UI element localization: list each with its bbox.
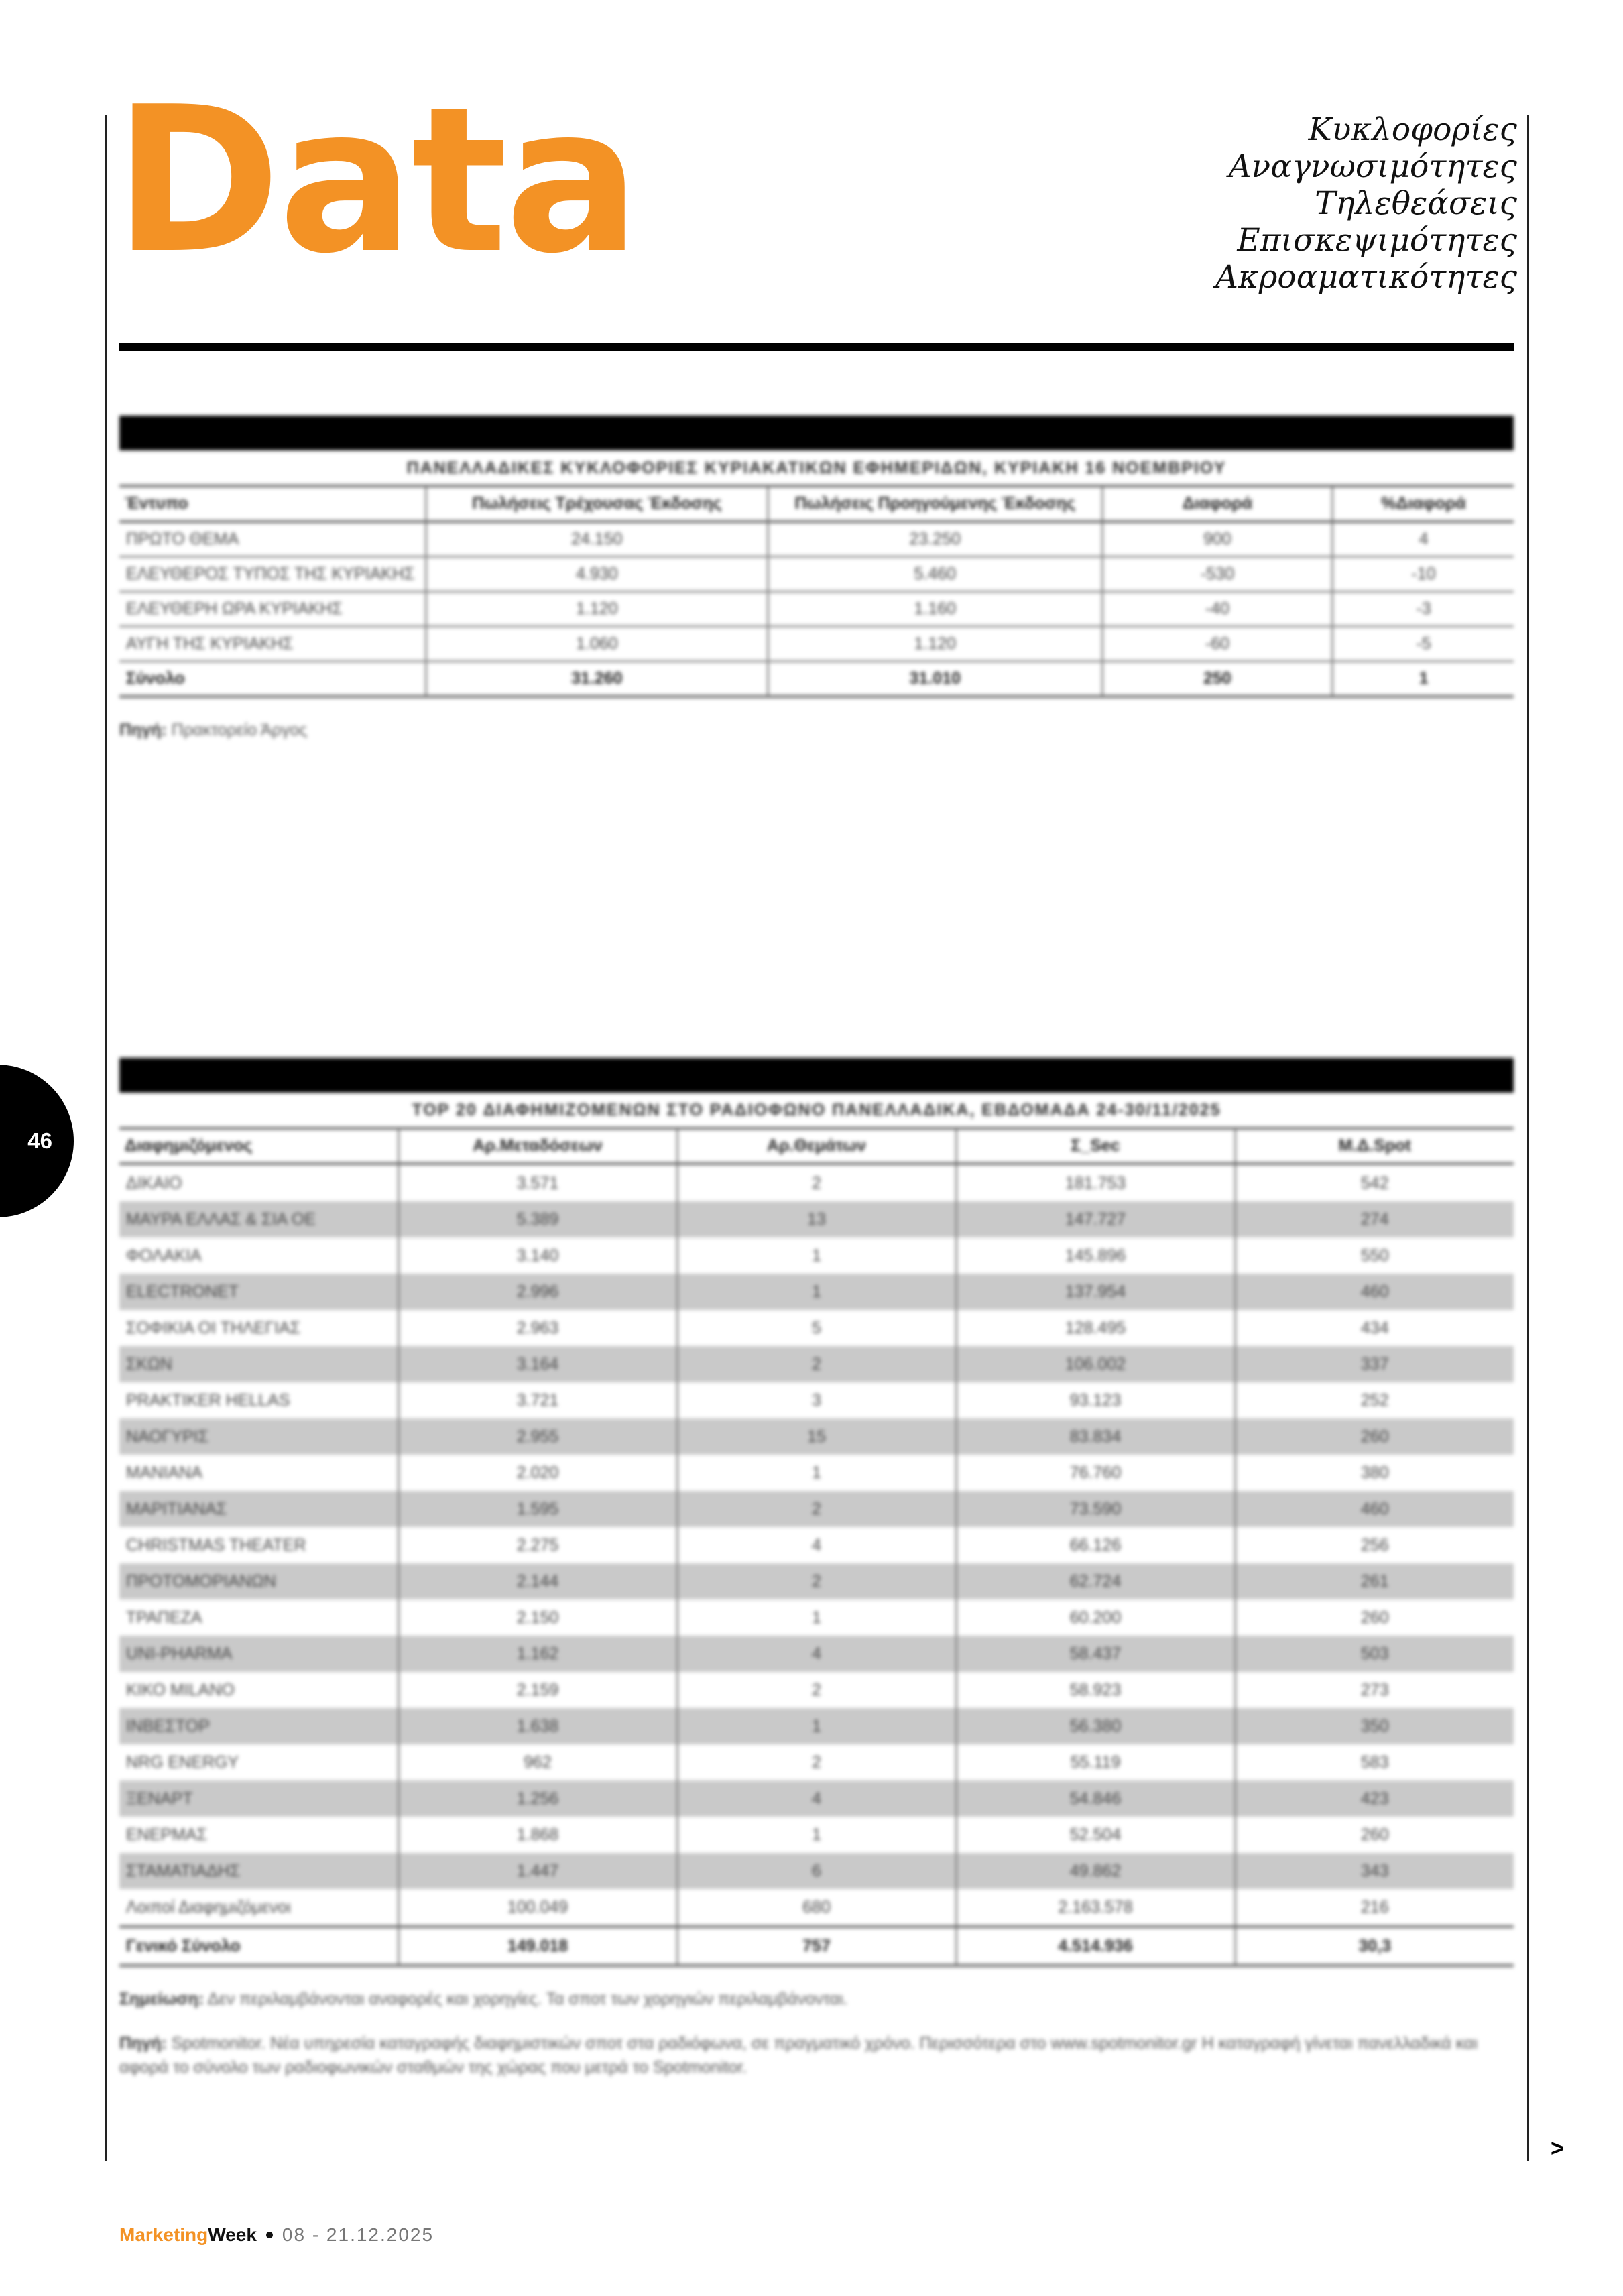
table-cell: 1 — [677, 1708, 956, 1744]
bullet-dot — [266, 2232, 273, 2238]
table-cell: 260 — [1235, 1418, 1514, 1455]
note-label: Πηγή: — [119, 2034, 167, 2053]
table-cell: 3.721 — [398, 1382, 677, 1418]
table-row — [119, 1201, 1514, 1237]
table-cell: 137.954 — [956, 1274, 1235, 1310]
table-cell: 2.163.578 — [956, 1889, 1235, 1927]
table-cell: 4 — [1333, 522, 1514, 557]
table-row — [119, 1418, 1514, 1455]
subtitle-readership: Αναγνωσιμότητες — [1228, 148, 1517, 185]
table-cell: 260 — [1235, 1599, 1514, 1636]
table-cell: 1 — [677, 1817, 956, 1853]
table-cell: 3.140 — [398, 1237, 677, 1274]
table-cell: 52.504 — [956, 1817, 1235, 1853]
table-cell: 5.460 — [768, 557, 1102, 592]
table-row — [119, 1491, 1514, 1527]
table-row — [119, 1672, 1514, 1708]
table-cell: 83.834 — [956, 1418, 1235, 1455]
radio-advertisers-table — [119, 1127, 1514, 1967]
footer — [119, 2224, 434, 2246]
table-cell: 55.119 — [956, 1744, 1235, 1780]
table-cell: 1.595 — [398, 1491, 677, 1527]
table-cell: 1.868 — [398, 1817, 677, 1853]
table-row — [119, 627, 1514, 662]
table-cell: 1.447 — [398, 1853, 677, 1889]
circulation-table — [119, 485, 1514, 698]
table-cell: 350 — [1235, 1708, 1514, 1744]
column-header: Πωλήσεις Τρέχουσας Έκδοσης — [426, 486, 768, 522]
table-cell: 4 — [677, 1527, 956, 1563]
table-cell: 56.380 — [956, 1708, 1235, 1744]
table-cell: 1.160 — [768, 592, 1102, 627]
column-header: Αρ.Θεμάτων — [677, 1128, 956, 1164]
table-cell: 550 — [1235, 1237, 1514, 1274]
table-cell: ΞΕΝΑΡΤ — [119, 1780, 398, 1817]
table-cell: 31.260 — [426, 662, 768, 697]
table-row — [119, 1817, 1514, 1853]
page-number: 46 — [27, 1128, 52, 1153]
table-cell: 2 — [677, 1164, 956, 1201]
table-row — [119, 1889, 1514, 1927]
table-cell: NRG ENERGY — [126, 1752, 239, 1772]
table-cell: 1.638 — [398, 1708, 677, 1744]
table-cell: ΠΡΩΤΟ ΘΕΜΑ — [119, 522, 426, 557]
table-cell: PRAKTIKER HELLAS — [126, 1390, 290, 1410]
table-cell: ΕΛΕΥΘΕΡΟΣ ΤΥΠΟΣ ΤΗΣ ΚΥΡΙΑΚΗΣ — [119, 557, 426, 592]
page-number-tab — [0, 1065, 74, 1217]
table-cell: -3 — [1333, 592, 1514, 627]
table-cell: 54.846 — [956, 1780, 1235, 1817]
note-label: Σημείωση: — [119, 1990, 204, 2008]
table-cell: 261 — [1235, 1563, 1514, 1599]
table-note — [119, 1987, 1514, 2011]
table-cell: 100.049 — [398, 1889, 677, 1927]
brand-week: Week — [208, 2224, 257, 2245]
table-cell: ΤΡΑΠΕΖΑ — [126, 1608, 202, 1627]
table-cell: 106.002 — [956, 1346, 1235, 1382]
table-cell: ΦΟΛΑΚΙΑ — [126, 1246, 202, 1265]
issue-date: 08 - 21.12.2025 — [282, 2224, 434, 2245]
table-cell: 680 — [677, 1889, 956, 1927]
table-row — [119, 1237, 1514, 1274]
table-row — [119, 662, 1514, 697]
table-cell: 30,3 — [1235, 1927, 1514, 1966]
right-column-rule — [1527, 115, 1529, 2161]
table-row — [119, 1274, 1514, 1310]
table-cell: 2.020 — [398, 1455, 677, 1491]
table-cell: -60 — [1102, 627, 1332, 662]
table-cell: ΣΤΑΜΑΤΙΑΔΗΣ — [119, 1853, 398, 1889]
table-cell: 380 — [1235, 1455, 1514, 1491]
table-notes — [119, 1987, 1514, 2079]
table-cell: 962 — [398, 1744, 677, 1780]
masthead-rule — [119, 343, 1514, 351]
table-cell: Λοιποί Διαφημιζόμενοι — [126, 1897, 291, 1917]
table-cell: 2.159 — [398, 1672, 677, 1708]
brand-marketing: Marketing — [119, 2224, 208, 2245]
table-cell: 250 — [1102, 662, 1332, 697]
column-header: Μ.Δ.Spot — [1235, 1128, 1514, 1164]
table-cell: 460 — [1235, 1491, 1514, 1527]
section-subtitles — [1215, 111, 1517, 296]
table-cell: 2 — [677, 1491, 956, 1527]
table-row — [119, 1164, 1514, 1201]
source-note: Πηγή: Πρακτορείο Άργος — [119, 721, 308, 739]
table-row — [119, 557, 1514, 592]
table-cell: 2.963 — [398, 1310, 677, 1346]
table-cell: 583 — [1235, 1744, 1514, 1780]
table-cell: 181.753 — [956, 1164, 1235, 1201]
table-cell: 1.162 — [398, 1636, 677, 1672]
table-cell: -530 — [1102, 557, 1332, 592]
table-cell: 460 — [1235, 1274, 1514, 1310]
table-cell: 5 — [677, 1310, 956, 1346]
table-cell: 3 — [677, 1382, 956, 1418]
column-header: Διαφορά — [1102, 486, 1332, 522]
table-row — [119, 1310, 1514, 1346]
table-cell: 1.120 — [426, 592, 768, 627]
table-cell: 2.150 — [398, 1599, 677, 1636]
table-row — [119, 1527, 1514, 1563]
table-cell: 1 — [677, 1237, 956, 1274]
table-cell: 13 — [677, 1201, 956, 1237]
table-cell: Σύνολο — [119, 662, 426, 697]
table-cell: CHRISTMAS THEATER — [126, 1535, 306, 1555]
table-cell: 216 — [1235, 1889, 1514, 1927]
table-cell: 1.060 — [426, 627, 768, 662]
table-cell: 1.256 — [398, 1780, 677, 1817]
table-cell: 757 — [677, 1927, 956, 1966]
table-cell: 93.123 — [956, 1382, 1235, 1418]
newspaper-circulation-section — [119, 416, 1514, 742]
table-cell: 6 — [677, 1853, 956, 1889]
table-row — [119, 1853, 1514, 1889]
table-cell: ELECTRONET — [119, 1274, 398, 1310]
note-text: Spotmonitor. Νέα υπηρεσία καταγραφής διαφημιστικών σποτ στα ραδιόφωνα, σε πραγματικό χρόνο. Περισσότερα στο www.spotmonitor.gr Η καταγραφή γίνεται πανελλαδικά και αφορά το σύνολο των ραδιοφωνικών σταθμών της χώρας που μετρά το Spotmonitor. — [119, 2034, 1478, 2077]
table-cell: 1.120 — [768, 627, 1102, 662]
table-cell: 145.896 — [956, 1237, 1235, 1274]
table-caption: ΠΑΝΕΛΛΑΔΙΚΕΣ ΚΥΚΛΟΦΟΡΙΕΣ ΚΥΡΙΑΚΑΤΙΚΩΝ ΕΦΗΜΕΡΙΔΩΝ, ΚΥΡΙΑΚΗ 16 ΝΟΕΜΒΡΙΟΥ — [406, 459, 1227, 477]
table-cell: 1 — [677, 1274, 956, 1310]
table-cell: 503 — [1235, 1636, 1514, 1672]
table-cell: 260 — [1235, 1817, 1514, 1853]
table-cell: ΜΑΡΙΤΙΑΝΑΣ — [119, 1491, 398, 1527]
table-cell: 434 — [1235, 1310, 1514, 1346]
table-cell: 423 — [1235, 1780, 1514, 1817]
table-row — [119, 1708, 1514, 1744]
subtitle-listenership: Ακροαματικότητες — [1215, 259, 1517, 296]
table-cell: 3.571 — [398, 1164, 677, 1201]
table-cell: 149.018 — [398, 1927, 677, 1966]
subtitle-circulation: Κυκλοφορίες — [1308, 111, 1517, 148]
table-cell: 256 — [1235, 1527, 1514, 1563]
table-row — [119, 1927, 1514, 1966]
table-cell: 252 — [1235, 1382, 1514, 1418]
table-row — [119, 1346, 1514, 1382]
table-caption: TOP 20 ΔΙΑΦΗΜΙΖΟΜΕΝΩΝ ΣΤΟ ΡΑΔΙΟΦΩΝΟ ΠΑΝΕΛΛΑΔΙΚΑ, ΕΒΔΟΜΑΔΑ 24-30/11/2025 — [412, 1101, 1221, 1120]
table-cell: 76.760 — [956, 1455, 1235, 1491]
table-cell: 2.955 — [398, 1418, 677, 1455]
table-cell: 66.126 — [956, 1527, 1235, 1563]
table-cell: ΝΑΟΓΥΡΙΣ — [119, 1418, 398, 1455]
table-cell: 128.495 — [956, 1310, 1235, 1346]
table-cell: ΚΙΚΟ MILANO — [126, 1680, 235, 1699]
table-cell: 273 — [1235, 1672, 1514, 1708]
table-cell: 2 — [677, 1744, 956, 1780]
table-cell: 2.144 — [398, 1563, 677, 1599]
subtitle-visits: Επισκεψιμότητες — [1237, 222, 1517, 259]
table-row — [119, 1563, 1514, 1599]
section-title: Data — [114, 64, 638, 298]
table-cell: 343 — [1235, 1853, 1514, 1889]
table-cell: ΑΥΓΗ ΤΗΣ ΚΥΡΙΑΚΗΣ — [119, 627, 426, 662]
table-cell: 15 — [677, 1418, 956, 1455]
table-cell: 23.250 — [768, 522, 1102, 557]
table-cell: ΣΟΦΙΚΙΑ ΟΙ ΤΗΛΕΓΙΑΣ — [126, 1318, 301, 1337]
subtitle-viewership: Τηλεθεάσεις — [1315, 185, 1517, 222]
table-cell: 62.724 — [956, 1563, 1235, 1599]
table-cell: ΜΑΥΡΑ ΕΛΛΑΣ & ΣΙΑ ΟΕ — [119, 1201, 398, 1237]
table-row — [119, 592, 1514, 627]
table-cell: ΕΝΕΡΜΑΣ — [126, 1825, 208, 1844]
next-page-arrow[interactable]: > — [1551, 2136, 1564, 2161]
table-row — [119, 1744, 1514, 1780]
table-cell: UNI-PHARMA — [119, 1636, 398, 1672]
column-header: Έντυπο — [119, 486, 426, 522]
table-cell: ΠΡΟΤΟΜΟΡΙΑΝΩΝ — [119, 1563, 398, 1599]
column-header: Αρ.Μεταδόσεων — [398, 1128, 677, 1164]
table-cell: 542 — [1235, 1164, 1514, 1201]
column-header: Πωλήσεις Προηγούμενης Έκδοσης — [768, 486, 1102, 522]
table-cell: 337 — [1235, 1346, 1514, 1382]
table-cell: 2 — [677, 1563, 956, 1599]
table-cell: Γενικό Σύνολο — [119, 1927, 398, 1966]
column-header: %Διαφορά — [1333, 486, 1514, 522]
note-text: Δεν περιλαμβάνονται αναφορές και χορηγίες. Τα σποτ των χορηγιών περιλαμβάνονται. — [207, 1990, 848, 2008]
table-cell: ΙΝΒΕΣΤΟΡ — [119, 1708, 398, 1744]
table-cell: ΔΙΚΑΙΟ — [126, 1173, 182, 1193]
table-cell: 4.930 — [426, 557, 768, 592]
section-bar — [119, 416, 1514, 450]
table-cell: 2 — [677, 1346, 956, 1382]
table-cell: 49.862 — [956, 1853, 1235, 1889]
table-cell: 73.590 — [956, 1491, 1235, 1527]
table-row — [119, 1599, 1514, 1636]
table-cell: ΕΛΕΥΘΕΡΗ ΩΡΑ ΚΥΡΙΑΚΗΣ — [119, 592, 426, 627]
table-cell: 2 — [677, 1672, 956, 1708]
table-cell: -10 — [1333, 557, 1514, 592]
radio-advertisers-section — [119, 1058, 1514, 2079]
table-cell: 2.275 — [398, 1527, 677, 1563]
table-cell: 1 — [677, 1599, 956, 1636]
table-cell: ΜΑΝΙΑΝΑ — [126, 1463, 202, 1482]
table-cell: -5 — [1333, 627, 1514, 662]
table-cell: 274 — [1235, 1201, 1514, 1237]
table-row — [119, 1780, 1514, 1817]
table-row — [119, 1636, 1514, 1672]
table-cell: 900 — [1102, 522, 1332, 557]
table-cell: 24.150 — [426, 522, 768, 557]
table-cell: 60.200 — [956, 1599, 1235, 1636]
table-cell: 147.727 — [956, 1201, 1235, 1237]
table-cell: 4 — [677, 1780, 956, 1817]
table-cell: 58.923 — [956, 1672, 1235, 1708]
left-column-rule — [105, 115, 107, 2161]
table-cell: 4.514.936 — [956, 1927, 1235, 1966]
column-header: Διαφημιζόμενος — [119, 1128, 398, 1164]
table-cell: 1 — [677, 1455, 956, 1491]
table-cell: 4 — [677, 1636, 956, 1672]
table-row — [119, 1455, 1514, 1491]
section-bar — [119, 1058, 1514, 1093]
table-row — [119, 522, 1514, 557]
table-cell: -40 — [1102, 592, 1332, 627]
table-note — [119, 2031, 1514, 2079]
column-header: Σ_Sec — [956, 1128, 1235, 1164]
table-cell: 31.010 — [768, 662, 1102, 697]
table-cell: 2.996 — [398, 1274, 677, 1310]
table-row — [119, 1382, 1514, 1418]
table-cell: 5.389 — [398, 1201, 677, 1237]
table-cell: ΣΚΩΝ — [119, 1346, 398, 1382]
table-cell: 1 — [1333, 662, 1514, 697]
table-cell: 58.437 — [956, 1636, 1235, 1672]
table-cell: 3.164 — [398, 1346, 677, 1382]
